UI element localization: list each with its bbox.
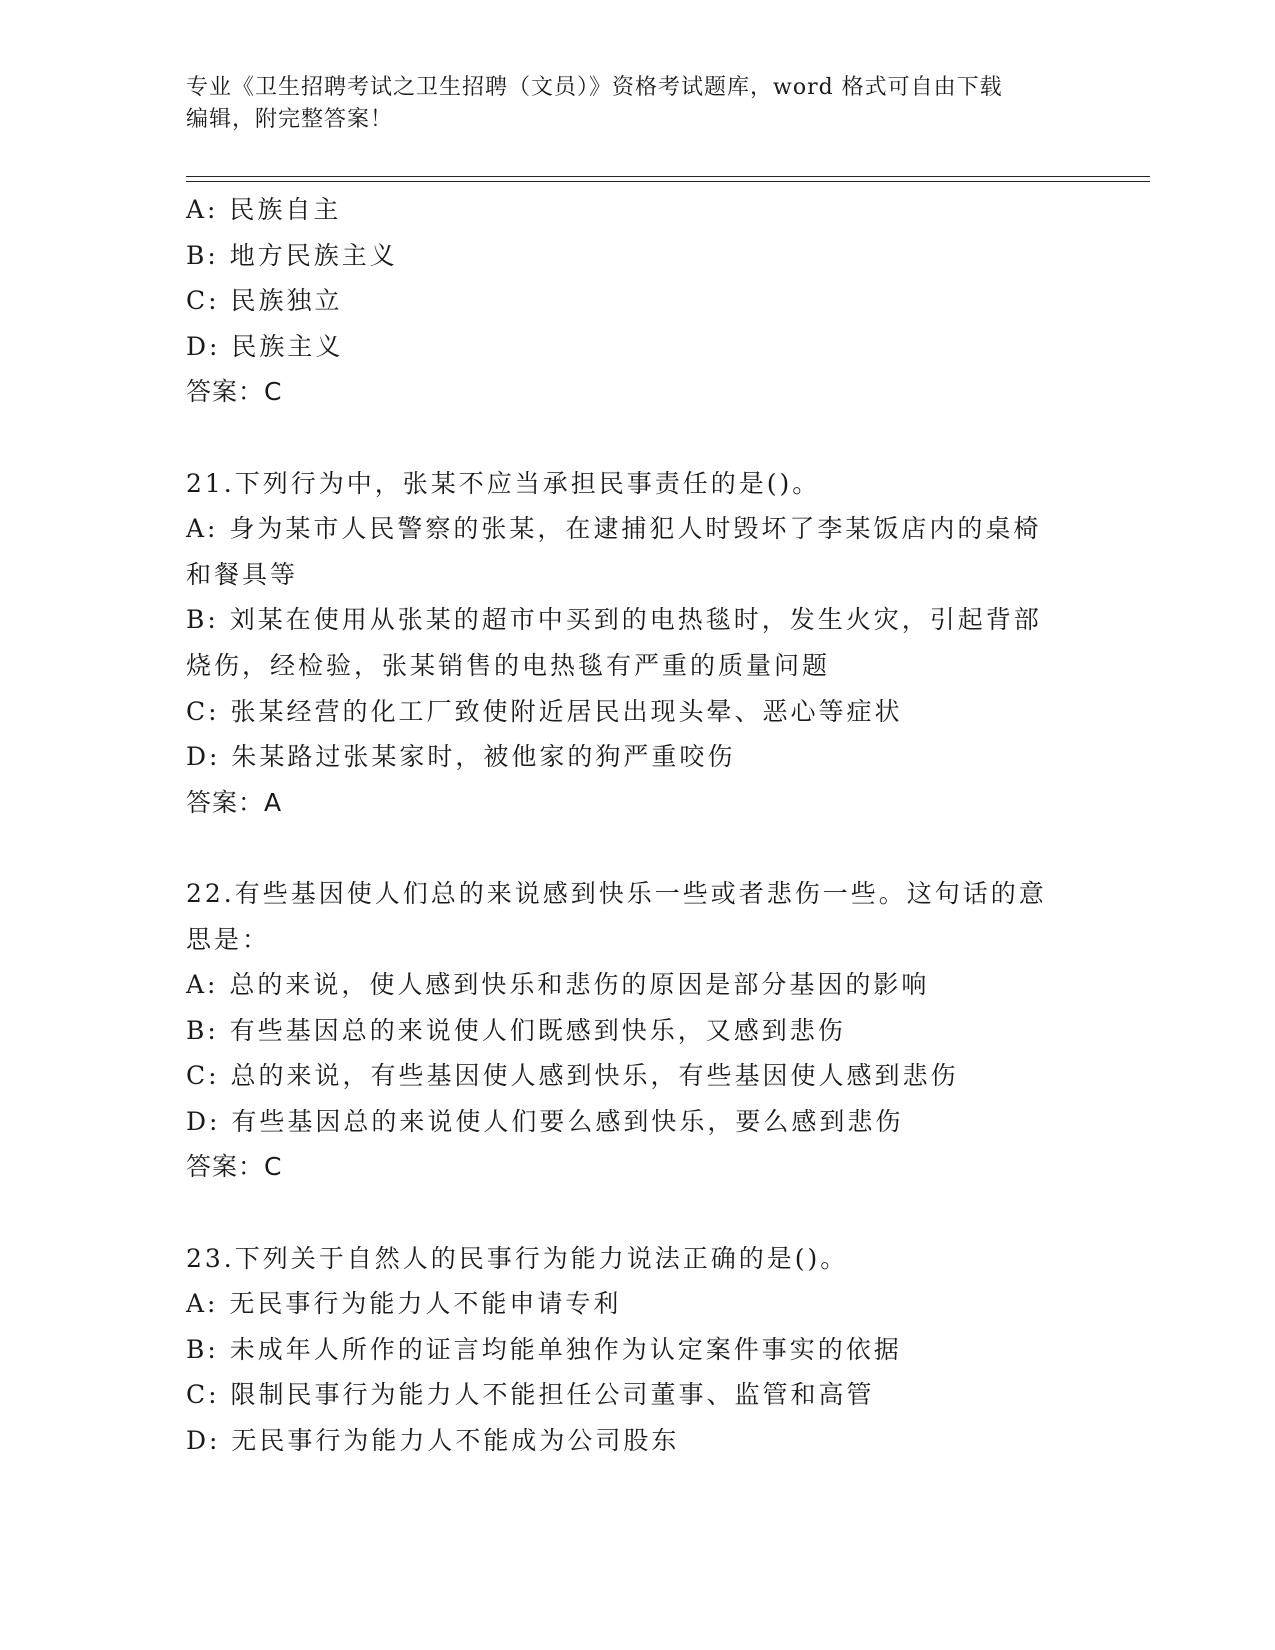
option-a: A: 无民事行为能力人不能申请专利 [186, 1289, 622, 1319]
question-stem: 23.下列关于自然人的民事行为能力说法正确的是()。 [186, 1243, 849, 1273]
question-stem: 21.下列行为中，张某不应当承担民事责任的是()。 [186, 468, 821, 498]
header-divider-bottom [186, 181, 1150, 182]
option-c: C: 民族独立 [186, 286, 343, 316]
header-divider-top [186, 176, 1150, 177]
question-list [186, 187, 1086, 1464]
option-d: D: 朱某路过张某家时，被他家的狗严重咬伤 [186, 742, 736, 772]
option-b: B: 地方民族主义 [186, 240, 398, 270]
option-c: C: 张某经营的化工厂致使附近居民出现头晕、恶心等症状 [186, 696, 903, 726]
answer-line: 答案：C [186, 1152, 283, 1182]
header-line-2: 编辑，附完整答案！ [186, 107, 394, 132]
answer-line: 答案：C [186, 377, 283, 407]
question-stem: 22.有些基因使人们总的来说感到快乐一些或者悲伤一些。这句话的意 [186, 878, 1047, 908]
question-22 [186, 871, 1086, 1190]
option-b: B: 未成年人所作的证言均能单独作为认定案件事实的依据 [186, 1334, 902, 1364]
question-stem-continued: 思是： [186, 924, 271, 954]
option-d: D: 无民事行为能力人不能成为公司股东 [186, 1426, 680, 1456]
option-c: C: 限制民事行为能力人不能担任公司董事、监管和高管 [186, 1380, 875, 1410]
option-b: B: 刘某在使用从张某的超市中买到的电热毯时，发生火灾，引起背部 [186, 605, 1042, 635]
document-header [186, 72, 1066, 136]
option-d: D: 民族主义 [186, 331, 344, 361]
option-a: A: 身为某市人民警察的张某，在逮捕犯人时毁坏了李某饭店内的桌椅 [186, 514, 1042, 544]
header-line-1: 专业《卫生招聘考试之卫生招聘（文员）》资格考试题库，word 格式可自由下载 [186, 75, 1003, 100]
answer-line: 答案：A [186, 787, 283, 817]
spacer [186, 825, 1086, 871]
option-a: A: 民族自主 [186, 195, 342, 224]
option-b: B: 有些基因总的来说使人们既感到快乐，又感到悲伤 [186, 1015, 846, 1045]
spacer [186, 1190, 1086, 1236]
spacer [186, 415, 1086, 461]
question-block-continued [186, 187, 1086, 415]
question-21 [186, 461, 1086, 826]
option-a-continued: 和餐具等 [186, 559, 299, 589]
option-d: D: 有些基因总的来说使人们要么感到快乐，要么感到悲伤 [186, 1106, 904, 1136]
option-c: C: 总的来说，有些基因使人感到快乐，有些基因使人感到悲伤 [186, 1061, 959, 1091]
option-b-continued: 烧伤，经检验，张某销售的电热毯有严重的质量问题 [186, 650, 831, 680]
question-23 [186, 1236, 1086, 1464]
option-a: A: 总的来说，使人感到快乐和悲伤的原因是部分基因的影响 [186, 970, 930, 1000]
